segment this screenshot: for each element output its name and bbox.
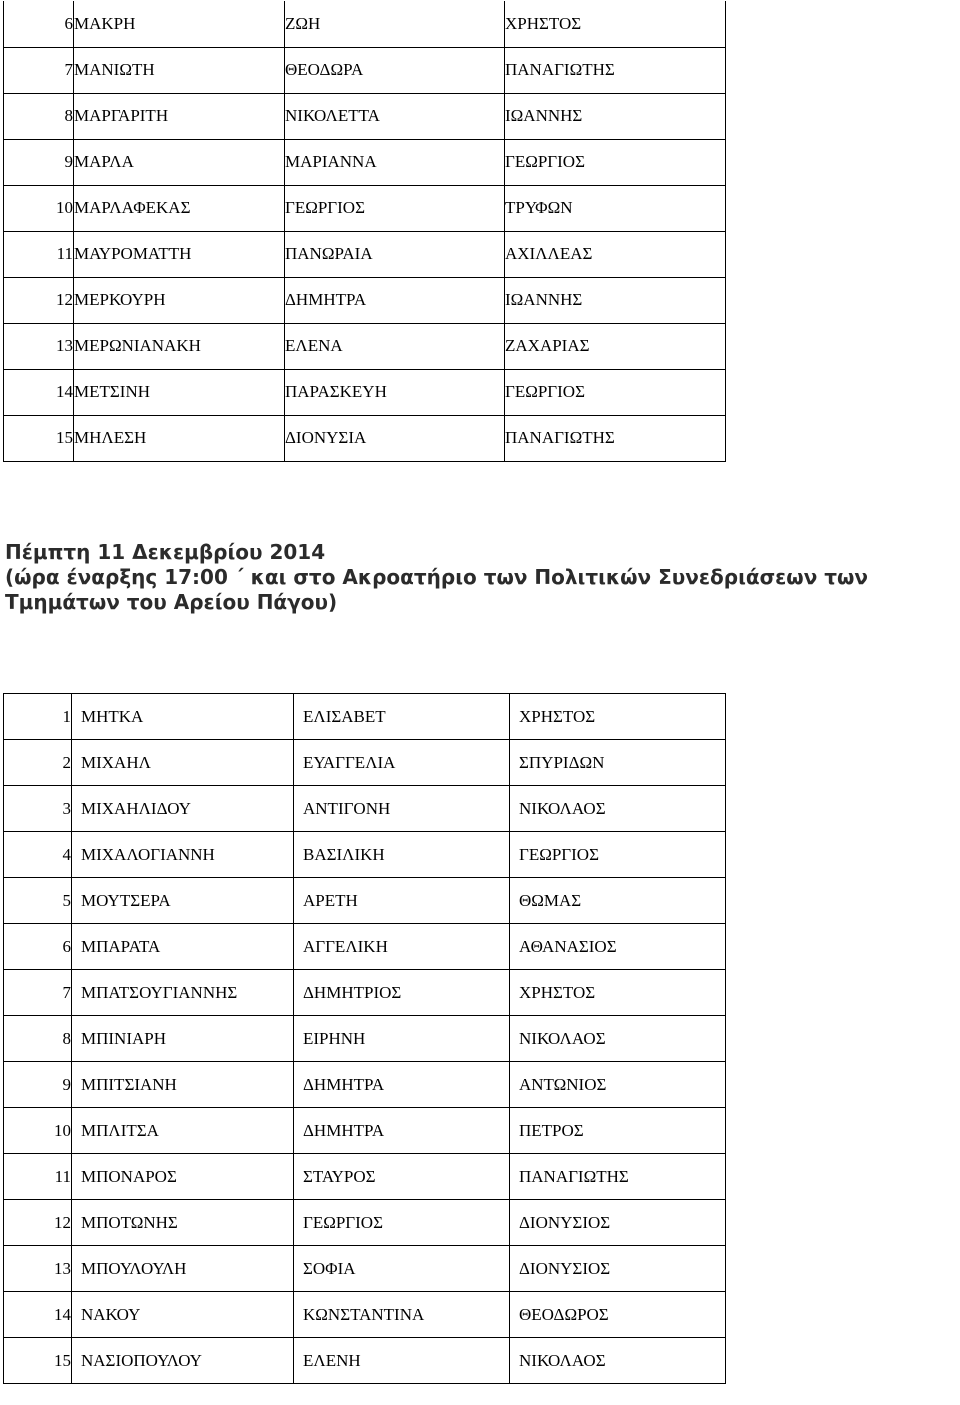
father-name-cell: ΠΕΤΡΟΣ [510, 1108, 726, 1154]
first-name-cell: ΕΛΙΣΑΒΕΤ [294, 694, 510, 740]
table-row [4, 1338, 726, 1384]
surname-cell: ΜΙΧΑΛΟΓΙΑΝΝΗ [72, 832, 294, 878]
father-name-cell: ΘΕΟΔΩΡΟΣ [510, 1292, 726, 1338]
surname-cell: ΝΑΣΙΟΠΟΥΛΟΥ [72, 1338, 294, 1384]
father-name-cell: ΠΑΝΑΓΙΩΤΗΣ [505, 47, 726, 93]
surname-cell: ΜΠΟΥΛΟΥΛΗ [72, 1246, 294, 1292]
session-venue-line: Τμημάτων του Αρείου Πάγου) [5, 590, 338, 614]
surname-cell: ΜΙΧΑΗΛ [72, 740, 294, 786]
row-number: 11 [4, 1154, 72, 1200]
roster-table-2 [3, 693, 726, 1384]
table-row [4, 47, 726, 93]
first-name-cell: ΑΓΓΕΛΙΚΗ [294, 924, 510, 970]
father-name-cell: ΓΕΩΡΓΙΟΣ [505, 139, 726, 185]
row-number: 2 [4, 740, 72, 786]
row-number: 6 [4, 1, 74, 47]
father-name-cell: ΝΙΚΟΛΑΟΣ [510, 1016, 726, 1062]
row-number: 14 [4, 369, 74, 415]
surname-cell: ΜΠΙΤΣΙΑΝΗ [72, 1062, 294, 1108]
first-name-cell: ΜΑΡΙΑΝΝΑ [285, 139, 505, 185]
first-name-cell: ΖΩΗ [285, 1, 505, 47]
table-row [4, 970, 726, 1016]
first-name-cell: ΔΗΜΗΤΡΑ [294, 1062, 510, 1108]
row-number: 9 [4, 139, 74, 185]
roster-table-2-body [4, 694, 726, 1384]
table-row [4, 878, 726, 924]
first-name-cell: ΚΩΝΣΤΑΝΤΙΝΑ [294, 1292, 510, 1338]
table-row [4, 323, 726, 369]
table-row [4, 415, 726, 461]
table-row [4, 277, 726, 323]
row-number: 7 [4, 47, 74, 93]
surname-cell: ΜΠΟΝΑΡΟΣ [72, 1154, 294, 1200]
first-name-cell: ΕΛΕΝΑ [285, 323, 505, 369]
surname-cell: ΜΑΚΡΗ [74, 1, 285, 47]
father-name-cell: ΑΧΙΛΛΕΑΣ [505, 231, 726, 277]
surname-cell: ΜΗΤΚΑ [72, 694, 294, 740]
surname-cell: ΜΕΤΣΙΝΗ [74, 369, 285, 415]
father-name-cell: ΘΩΜΑΣ [510, 878, 726, 924]
row-number: 12 [4, 1200, 72, 1246]
father-name-cell: ΔΙΟΝΥΣΙΟΣ [510, 1246, 726, 1292]
first-name-cell: ΓΕΩΡΓΙΟΣ [285, 185, 505, 231]
first-name-cell: ΠΑΝΩΡΑΙΑ [285, 231, 505, 277]
row-number: 13 [4, 1246, 72, 1292]
table-row [4, 694, 726, 740]
father-name-cell: ΖΑΧΑΡΙΑΣ [505, 323, 726, 369]
table-row [4, 1200, 726, 1246]
session-heading [5, 540, 868, 615]
table-row [4, 1016, 726, 1062]
surname-cell: ΜΑΥΡΟΜΑΤΤΗ [74, 231, 285, 277]
row-number: 9 [4, 1062, 72, 1108]
father-name-cell: ΔΙΟΝΥΣΙΟΣ [510, 1200, 726, 1246]
roster-table-1 [3, 1, 726, 462]
father-name-cell: ΤΡΥΦΩΝ [505, 185, 726, 231]
table-row [4, 740, 726, 786]
father-name-cell: ΑΘΑΝΑΣΙΟΣ [510, 924, 726, 970]
father-name-cell: ΧΡΗΣΤΟΣ [510, 694, 726, 740]
table-row [4, 832, 726, 878]
surname-cell: ΜΗΛΕΣΗ [74, 415, 285, 461]
father-name-cell: ΝΙΚΟΛΑΟΣ [510, 786, 726, 832]
surname-cell: ΜΠΙΝΙΑΡΗ [72, 1016, 294, 1062]
first-name-cell: ΣΤΑΥΡΟΣ [294, 1154, 510, 1200]
table-row [4, 1246, 726, 1292]
row-number: 8 [4, 93, 74, 139]
father-name-cell: ΙΩΑΝΝΗΣ [505, 277, 726, 323]
first-name-cell: ΔΙΟΝΥΣΙΑ [285, 415, 505, 461]
father-name-cell: ΝΙΚΟΛΑΟΣ [510, 1338, 726, 1384]
first-name-cell: ΒΑΣΙΛΙΚΗ [294, 832, 510, 878]
table-row [4, 1062, 726, 1108]
row-number: 10 [4, 185, 74, 231]
father-name-cell: ΑΝΤΩΝΙΟΣ [510, 1062, 726, 1108]
surname-cell: ΜΠΑΤΣΟΥΓΙΑΝΝΗΣ [72, 970, 294, 1016]
father-name-cell: ΣΠΥΡΙΔΩΝ [510, 740, 726, 786]
father-name-cell: ΓΕΩΡΓΙΟΣ [510, 832, 726, 878]
surname-cell: ΜΕΡΚΟΥΡΗ [74, 277, 285, 323]
surname-cell: ΝΑΚΟΥ [72, 1292, 294, 1338]
first-name-cell: ΔΗΜΗΤΡΑ [294, 1108, 510, 1154]
row-number: 7 [4, 970, 72, 1016]
surname-cell: ΜΕΡΩΝΙΑΝΑΚΗ [74, 323, 285, 369]
first-name-cell: ΘΕΟΔΩΡΑ [285, 47, 505, 93]
row-number: 15 [4, 1338, 72, 1384]
table-row [4, 1154, 726, 1200]
father-name-cell: ΠΑΝΑΓΙΩΤΗΣ [510, 1154, 726, 1200]
table-row [4, 231, 726, 277]
first-name-cell: ΕΙΡΗΝΗ [294, 1016, 510, 1062]
first-name-cell: ΓΕΩΡΓΙΟΣ [294, 1200, 510, 1246]
father-name-cell: ΠΑΝΑΓΙΩΤΗΣ [505, 415, 726, 461]
father-name-cell: ΙΩΑΝΝΗΣ [505, 93, 726, 139]
row-number: 13 [4, 323, 74, 369]
first-name-cell: ΑΡΕΤΗ [294, 878, 510, 924]
table-row [4, 139, 726, 185]
surname-cell: ΜΠΟΤΩΝΗΣ [72, 1200, 294, 1246]
surname-cell: ΜΟΥΤΣΕΡΑ [72, 878, 294, 924]
row-number: 1 [4, 694, 72, 740]
row-number: 12 [4, 277, 74, 323]
father-name-cell: ΧΡΗΣΤΟΣ [510, 970, 726, 1016]
first-name-cell: ΕΛΕΝΗ [294, 1338, 510, 1384]
first-name-cell: ΣΟΦΙΑ [294, 1246, 510, 1292]
row-number: 5 [4, 878, 72, 924]
table-row [4, 786, 726, 832]
first-name-cell: ΑΝΤΙΓΟΝΗ [294, 786, 510, 832]
roster-table-1-body [4, 1, 726, 461]
surname-cell: ΜΠΑΡΑΤΑ [72, 924, 294, 970]
session-details-line: (ώρα έναρξης 17:00 ΄ και στο Ακροατήριο των Πολιτικών Συνεδριάσεων των [5, 565, 869, 589]
surname-cell: ΜΑΝΙΩΤΗ [74, 47, 285, 93]
row-number: 6 [4, 924, 72, 970]
row-number: 8 [4, 1016, 72, 1062]
first-name-cell: ΕΥΑΓΓΕΛΙΑ [294, 740, 510, 786]
session-date: Πέμπτη 11 Δεκεμβρίου 2014 [5, 540, 326, 564]
father-name-cell: ΧΡΗΣΤΟΣ [505, 1, 726, 47]
table-row [4, 1, 726, 47]
surname-cell: ΜΑΡΛΑΦΕΚΑΣ [74, 185, 285, 231]
first-name-cell: ΔΗΜΗΤΡΑ [285, 277, 505, 323]
surname-cell: ΜΙΧΑΗΛΙΔΟΥ [72, 786, 294, 832]
row-number: 11 [4, 231, 74, 277]
table-row [4, 924, 726, 970]
first-name-cell: ΝΙΚΟΛΕΤΤΑ [285, 93, 505, 139]
table-row [4, 185, 726, 231]
surname-cell: ΜΑΡΓΑΡΙΤΗ [74, 93, 285, 139]
father-name-cell: ΓΕΩΡΓΙΟΣ [505, 369, 726, 415]
row-number: 14 [4, 1292, 72, 1338]
row-number: 3 [4, 786, 72, 832]
first-name-cell: ΠΑΡΑΣΚΕΥΗ [285, 369, 505, 415]
table-row [4, 369, 726, 415]
surname-cell: ΜΑΡΛΑ [74, 139, 285, 185]
row-number: 15 [4, 415, 74, 461]
row-number: 10 [4, 1108, 72, 1154]
row-number: 4 [4, 832, 72, 878]
table-row [4, 93, 726, 139]
table-row [4, 1108, 726, 1154]
surname-cell: ΜΠΛΙΤΣΑ [72, 1108, 294, 1154]
first-name-cell: ΔΗΜΗΤΡΙΟΣ [294, 970, 510, 1016]
table-row [4, 1292, 726, 1338]
